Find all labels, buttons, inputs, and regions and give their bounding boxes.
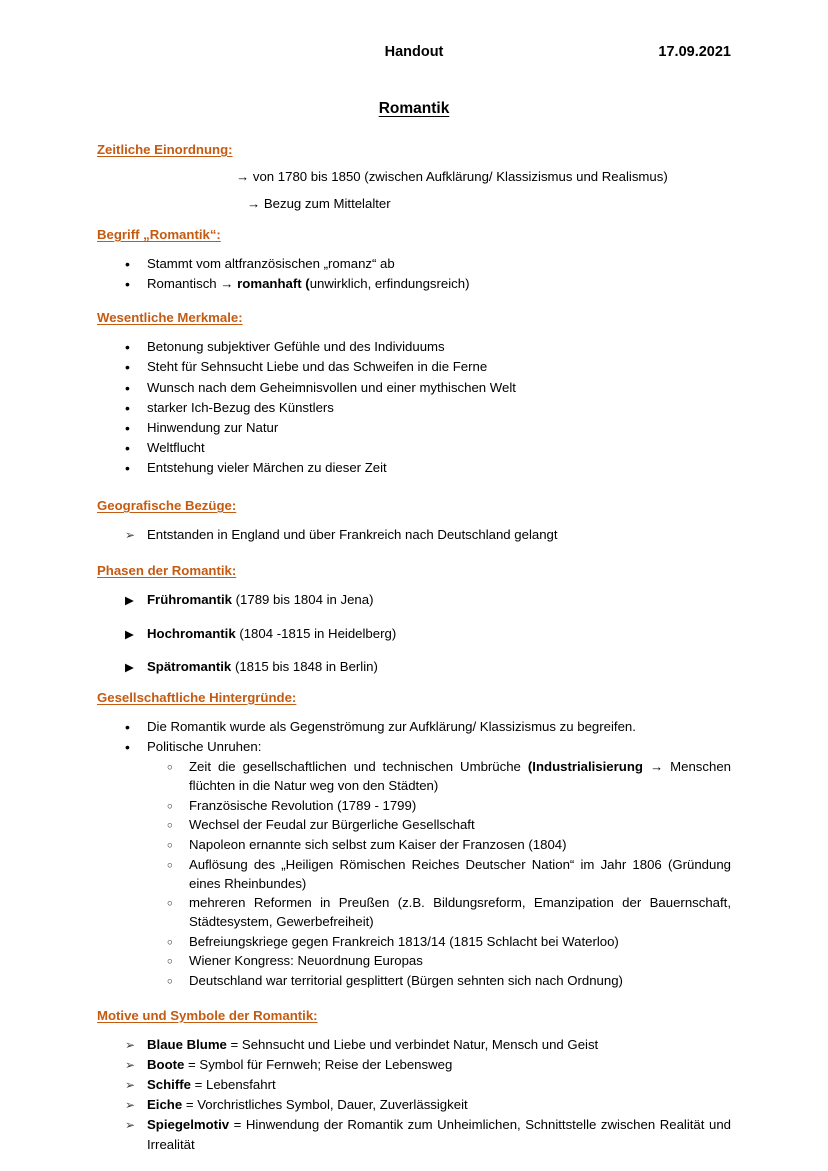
list-item-bold: Blaue Blume: [147, 1036, 227, 1052]
list-item-label: Wunsch nach dem Geheimnisvollen und einer mythischen Welt: [147, 379, 516, 395]
list-item-bold: romanhaft (: [237, 276, 310, 292]
bullet-dot-icon: [125, 398, 143, 418]
list-item-label: Die Romantik wurde als Gegenströmung zur Aufklärung/ Klassizismus zu begreifen.: [147, 718, 636, 734]
list-item-label: Auflösung des „Heiligen Römischen Reiches Deutscher Nation“ im Jahr 1806 (Gründung eines Rheinbundes): [189, 856, 731, 891]
bullet-dot-icon: [125, 378, 143, 398]
list-item: [167, 816, 731, 835]
list-item: [167, 894, 731, 931]
bullet-dot-icon: [125, 458, 143, 478]
bullet-triangle-icon: [125, 624, 143, 644]
document-header: [97, 44, 731, 74]
list-item-label: Napoleon ernannte sich selbst zum Kaiser der Franzosen (1804): [189, 837, 567, 853]
page-title: Romantik: [378, 100, 450, 117]
list-item: [97, 438, 731, 457]
phasen-list: [97, 590, 731, 675]
list-item: [97, 274, 731, 293]
spacer: [97, 578, 731, 590]
section-heading-phasen-der-romantik: Phasen der Romantik:: [97, 563, 237, 579]
list-item: [167, 856, 731, 893]
bullet-circle-icon: [167, 894, 183, 913]
list-item-label: Deutschland war territorial gesplittert (Bürgen sehnten sich nach Ordnung): [189, 973, 623, 989]
spacer: [97, 513, 731, 525]
bullet-dot-icon: [125, 438, 143, 458]
bullet-triangle-icon: [125, 590, 143, 610]
list-item-label: Französische Revolution (1789 - 1799): [189, 797, 417, 813]
bullet-arrowhead-icon: [125, 525, 143, 544]
zeitliche-line-2: → Bezug zum Mittelalter: [247, 196, 391, 211]
bullet-dot-icon: [125, 737, 143, 757]
bullet-dot-icon: [125, 254, 143, 274]
list-item-bold: Spiegelmotiv: [147, 1117, 230, 1133]
section-heading-zeitliche-einordnung: Zeitliche Einordnung:: [97, 142, 233, 157]
section-heading-gesellschaftliche-hintergruende: Gesellschaftliche Hintergründe:: [97, 689, 297, 705]
list-item: [97, 337, 731, 356]
politische-unruhen-sublist: [147, 758, 731, 991]
spacer: [97, 478, 731, 498]
list-item: [97, 378, 731, 397]
bullet-circle-icon: [167, 816, 183, 835]
list-item-label: (1804 -1815 in Heidelberg): [235, 625, 397, 641]
list-item-bold: Frühromantik: [147, 592, 232, 608]
list-item-bold: Eiche: [147, 1097, 183, 1113]
list-item-label: (1789 bis 1804 in Jena): [232, 592, 374, 608]
bullet-arrowhead-icon: [125, 1075, 143, 1094]
list-item-label: = Hinwendung der Romantik zum Unheimlichen, Schnittstelle zwischen Realität und Irrealität: [147, 1117, 731, 1152]
list-item-label: = Vorchristliches Symbol, Dauer, Zuverlässigkeit: [182, 1097, 468, 1113]
list-item-label: Befreiungskriege gegen Frankreich 1813/14 (1815 Schlacht bei Waterloo): [189, 933, 619, 949]
bullet-circle-icon: [167, 797, 183, 816]
list-item-suffix: unwirklich, erfindungsreich): [309, 276, 470, 292]
bullet-arrowhead-icon: [125, 1095, 143, 1114]
merkmale-list: [97, 337, 731, 477]
spacer: [97, 184, 731, 196]
bullet-arrowhead-icon: [125, 1035, 143, 1054]
spacer: [97, 325, 731, 337]
spacer: [97, 242, 731, 254]
list-item: [97, 737, 731, 991]
section-heading-geografische-bezuege: Geografische Bezüge:: [97, 498, 237, 514]
list-item-label: Stammt vom altfranzösischen „romanz“ ab: [147, 256, 395, 271]
gesellschaftliche-list: [97, 717, 731, 991]
document-content: [97, 44, 731, 1155]
list-item-label: Hinwendung zur Natur: [147, 419, 279, 435]
spacer: [97, 294, 731, 310]
list-item: [97, 1035, 731, 1054]
list-item: [97, 1095, 731, 1114]
list-item: [97, 254, 731, 273]
zeitliche-line-1: → von 1780 bis 1850 (zwischen Aufklärung/ Klassizismus und Realismus): [236, 169, 668, 184]
list-item-label: = Lebensfahrt: [190, 1077, 276, 1093]
list-item-suffix: → Menschen flüchten in die Natur weg von den Städten): [189, 759, 731, 793]
list-item: [97, 1075, 731, 1094]
section-heading-motive-und-symbole: Motive und Symbole der Romantik:: [97, 1007, 318, 1023]
bullet-circle-icon: [167, 856, 183, 875]
list-item-label: Wechsel der Feudal zur Bürgerliche Gesellschaft: [189, 817, 475, 833]
list-item: [97, 717, 731, 736]
spacer: [97, 1023, 731, 1035]
list-item-label: Wiener Kongress: Neuordnung Europas: [189, 953, 423, 969]
bullet-dot-icon: [125, 418, 143, 438]
list-item: [97, 1055, 731, 1074]
bullet-circle-icon: [167, 933, 183, 952]
list-item: [97, 398, 731, 417]
bullet-arrowhead-icon: [125, 1115, 143, 1134]
list-item: [97, 1115, 731, 1153]
list-item: [167, 758, 731, 795]
bullet-dot-icon: [125, 337, 143, 357]
bullet-dot-icon: [125, 717, 143, 737]
bullet-triangle-icon: [125, 657, 143, 677]
bullet-dot-icon: [125, 274, 143, 294]
list-item-bold: Spätromantik: [147, 658, 232, 674]
list-item: [167, 836, 731, 855]
section-heading-wesentliche-merkmale: Wesentliche Merkmale:: [97, 310, 243, 326]
list-item-label: starker Ich-Bezug des Künstlers: [147, 399, 334, 415]
list-item-label: (1815 bis 1848 in Berlin): [231, 658, 378, 674]
list-item-bold: Boote: [147, 1057, 185, 1073]
list-item-label: Entstanden in England und über Frankreich nach Deutschland gelangt: [147, 527, 558, 543]
list-item-prefix: Zeit die gesellschaftlichen und technischen Umbrüche: [189, 759, 528, 775]
list-item-label: mehreren Reformen in Preußen (z.B. Bildungsreform, Emanzipation der Bauernschaft, Städtesystem, Gewerbefreiheit): [189, 895, 731, 929]
list-item: [97, 418, 731, 437]
bullet-circle-icon: [167, 758, 183, 777]
spacer: [97, 547, 731, 563]
list-item-label: Steht für Sehnsucht Liebe und das Schweifen in die Ferne: [147, 359, 488, 375]
handout-label: Handout: [384, 44, 444, 60]
bullet-circle-icon: [167, 972, 183, 991]
document-date: 17.09.2021: [658, 44, 731, 60]
list-item-label: Weltflucht: [147, 439, 205, 455]
spacer: [97, 157, 731, 169]
list-item: [167, 933, 731, 952]
spacer: [97, 705, 731, 717]
list-item-label: = Sehnsucht und Liebe und verbindet Natur, Mensch und Geist: [226, 1036, 599, 1052]
list-item-label: Politische Unruhen:: [147, 738, 262, 754]
list-item: [167, 797, 731, 816]
list-item-prefix: Romantisch →: [147, 276, 238, 292]
motive-list: [97, 1035, 731, 1154]
geografische-list: [97, 525, 731, 544]
list-item: [167, 952, 731, 971]
bullet-circle-icon: [167, 952, 183, 971]
bullet-arrowhead-icon: [125, 1055, 143, 1074]
list-item-label: Entstehung vieler Märchen zu dieser Zeit: [147, 460, 387, 476]
section-heading-begriff-romantik: Begriff „Romantik“:: [97, 227, 221, 242]
bullet-dot-icon: [125, 357, 143, 377]
list-item: [97, 657, 731, 676]
list-item: [97, 525, 731, 544]
list-item-label: = Symbol für Fernweh; Reise der Lebensweg: [184, 1057, 453, 1073]
list-item: [97, 624, 731, 643]
list-item: [97, 357, 731, 376]
spacer: [97, 992, 731, 1008]
list-item-bold: (Industrialisierung: [527, 759, 643, 775]
begriff-list: [97, 254, 731, 293]
bullet-circle-icon: [167, 836, 183, 855]
list-item: [97, 458, 731, 477]
spacer: [97, 211, 731, 227]
list-item-bold: Schiffe: [147, 1077, 191, 1093]
list-item: [97, 590, 731, 609]
list-item-bold: Hochromantik: [147, 625, 236, 641]
list-item-label: Betonung subjektiver Gefühle und des Individuums: [147, 339, 445, 355]
list-item: [167, 972, 731, 991]
